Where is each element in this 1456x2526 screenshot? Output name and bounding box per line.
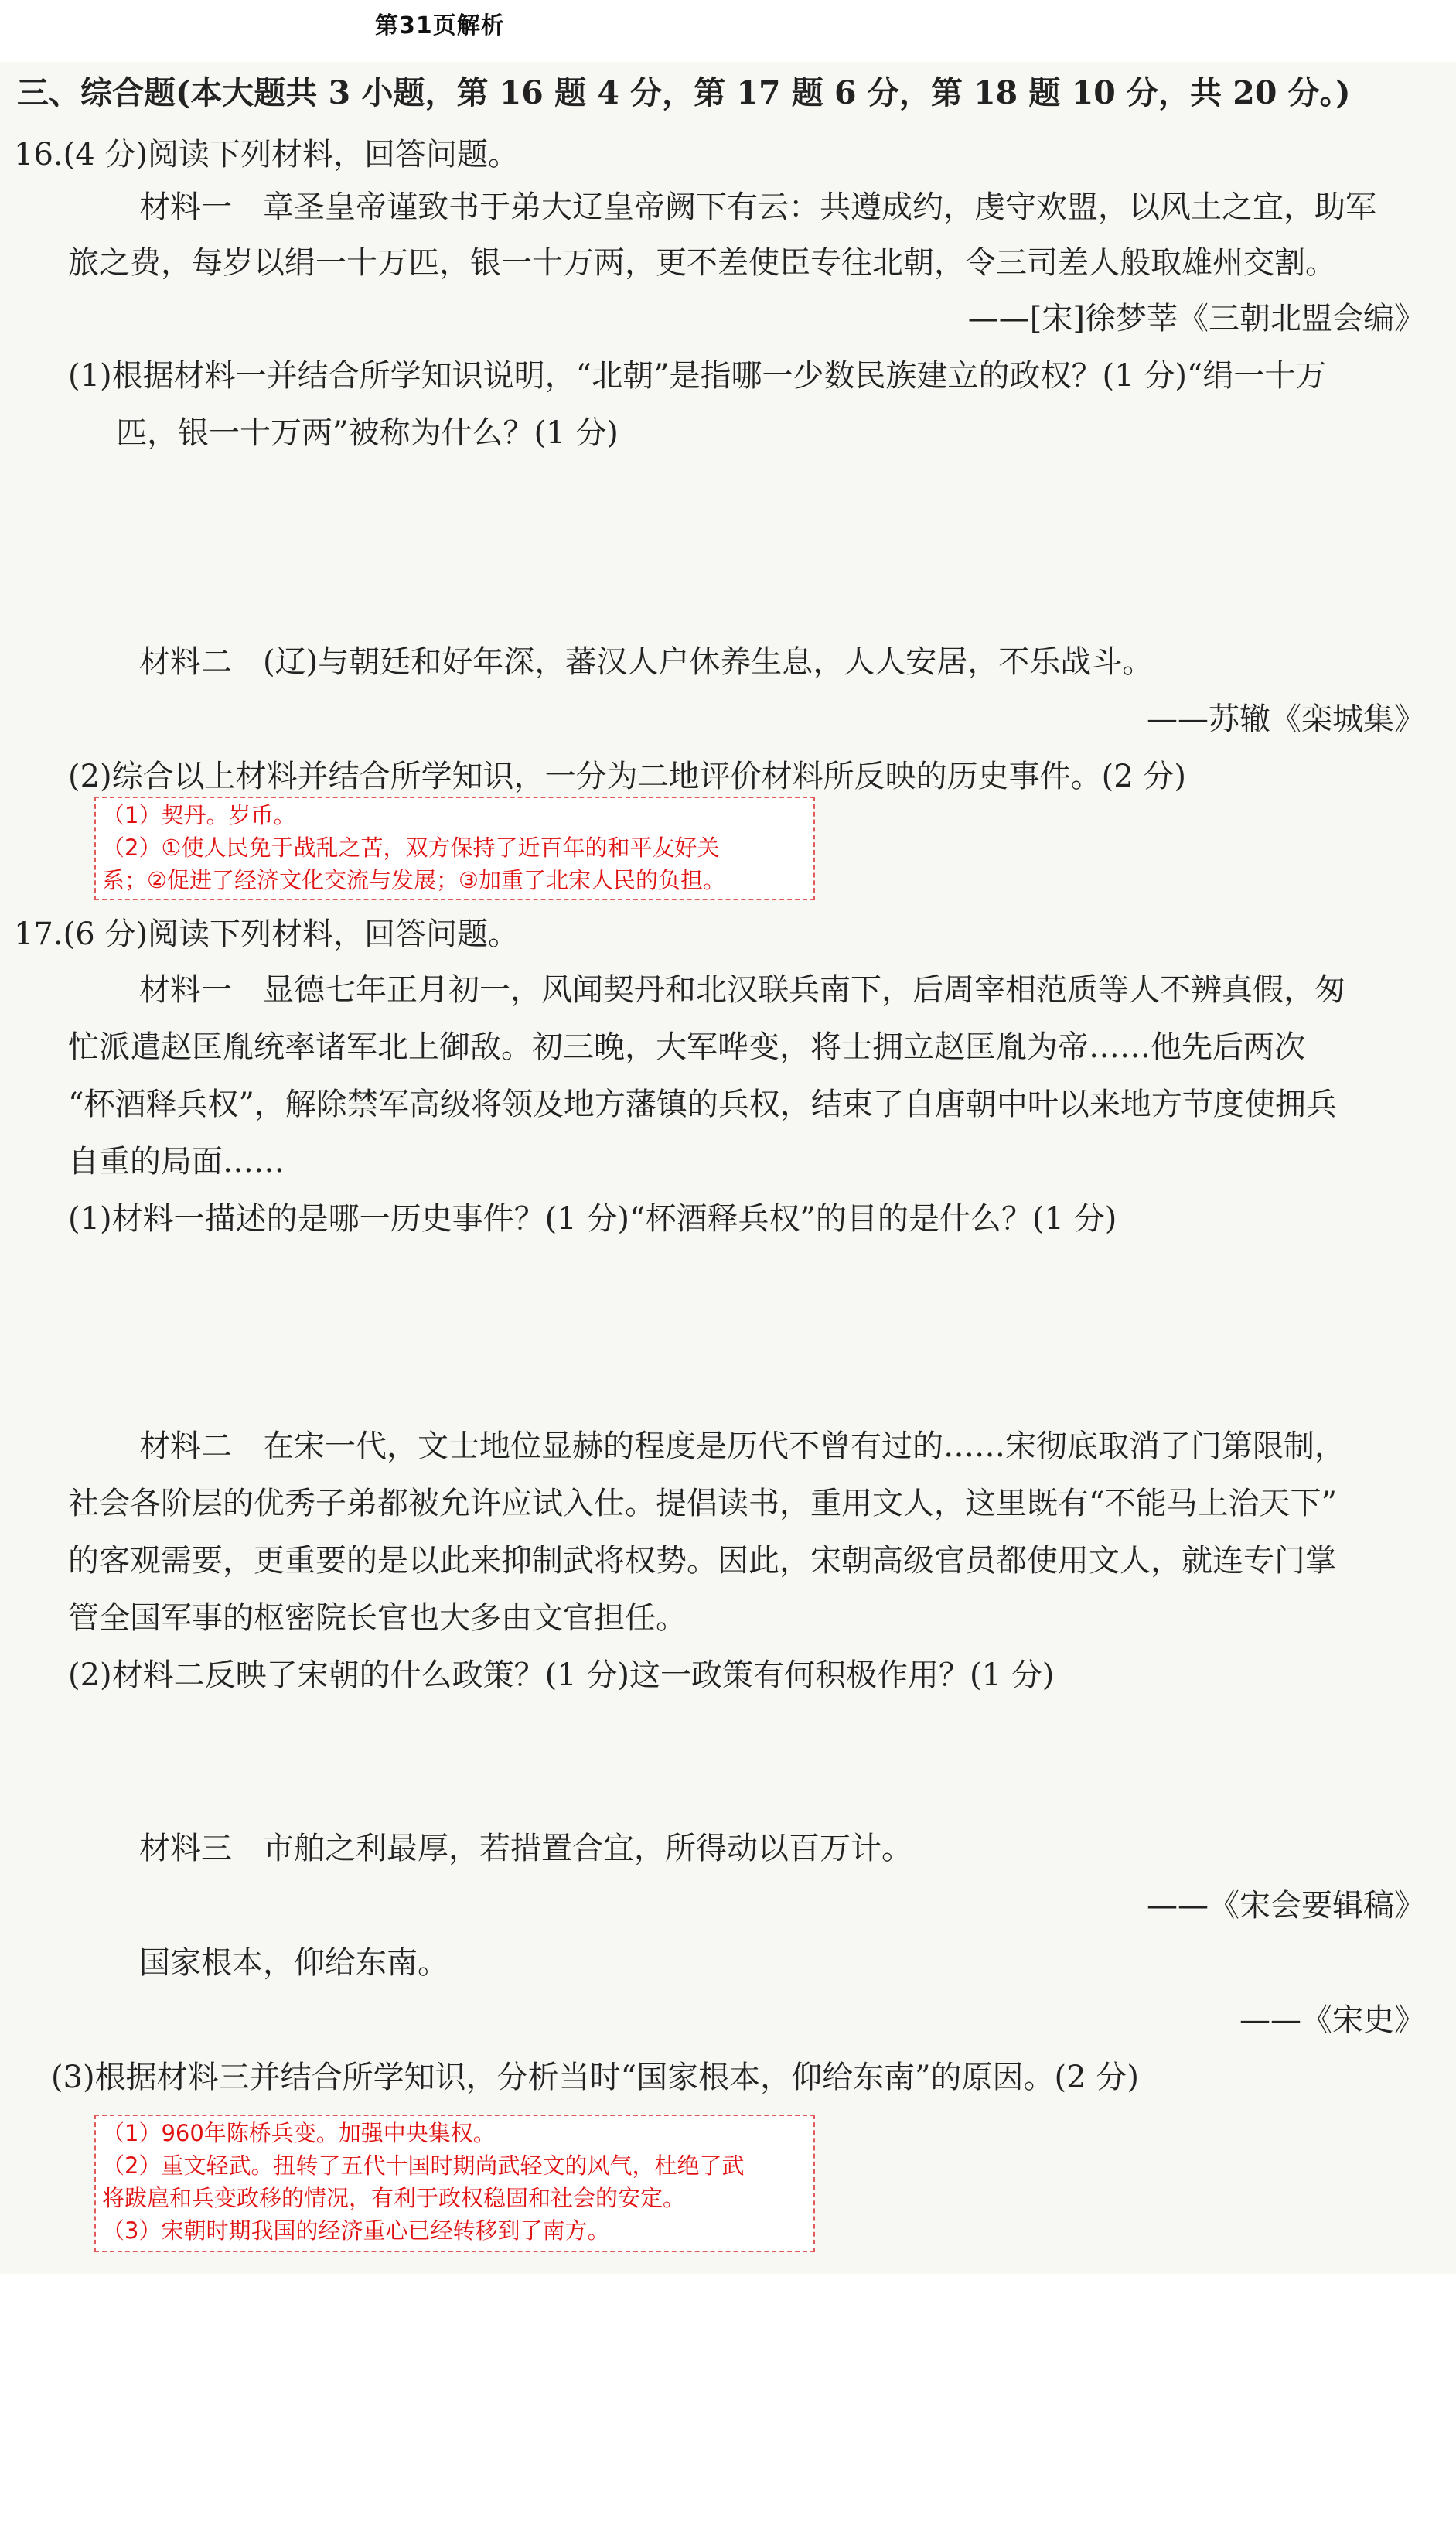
q17-material2-line: 的客观需要，更重要的是以此来抑制武将权势。因此，宋朝高级官员都使用文人，就连专门掌	[68, 1543, 1336, 1579]
q17-material1-line: 自重的局面……	[68, 1144, 285, 1179]
q17-material3-line2: 国家根本，仰给东南。	[139, 1945, 448, 1981]
q17-material1-line: 忙派遣赵匡胤统率诸军北上御敌。初三晚，大军哗变，将士拥立赵匡胤为帝……他先后两次	[68, 1029, 1305, 1065]
q16-material2: 材料二 (辽)与朝廷和好年深，蕃汉人户休养生息，人人安居，不乐战斗。	[139, 644, 1154, 680]
q16-material2-source: ——苏辙《栾城集》	[1147, 701, 1425, 737]
q16-subquestion1-line1: (1)根据材料一并结合所学知识说明，“北朝”是指哪一少数民族建立的政权？(1 分)“绢一十万	[68, 358, 1327, 394]
q16-answer-line: 系；②促进了经济文化交流与发展；③加重了北宋人民的负担。	[102, 867, 725, 893]
q17-answer-line: 将跋扈和兵变政移的情况，有利于政权稳固和社会的安定。	[102, 2185, 686, 2211]
q16-material1-line1: 材料一 章圣皇帝谨致书于弟大辽皇帝阙下有云：共遵成约，虔守欢盟，以风土之宜，助军	[139, 189, 1376, 225]
q16-material1-line2: 旅之费，每岁以绢一十万匹，银一十万两，更不差使臣专往北朝，令三司差人般取雄州交割。	[68, 245, 1336, 281]
q16-subquestion2: (2)综合以上材料并结合所学知识，一分为二地评价材料所反映的历史事件。(2 分)	[68, 759, 1187, 794]
q16-subquestion1-line2: 匹，银一十万两”被称为什么？(1 分)	[116, 415, 619, 451]
q17-material2-line: 管全国军事的枢密院长官也大多由文官担任。	[68, 1600, 687, 1636]
q17-material2-line: 社会各阶层的优秀子弟都被允许应试入仕。提倡读书，重用文人，这里既有“不能马上治天下”	[68, 1486, 1337, 1521]
q16-answer-line: （1）契丹。岁币。	[102, 802, 296, 828]
q16-answer-line: （2）①使人民免于战乱之苦，双方保持了近百年的和平友好关	[102, 835, 720, 861]
q17-material3-source2: ——《宋史》	[1239, 2002, 1425, 2038]
q17-subquestion2: (2)材料二反映了宋朝的什么政策？(1 分)这一政策有何积极作用？(1 分)	[68, 1657, 1055, 1693]
q17-subquestion1: (1)材料一描述的是哪一历史事件？(1 分)“杯酒释兵权”的目的是什么？(1 分)	[68, 1201, 1117, 1237]
page-header: 第31页解析	[375, 12, 505, 39]
q17-answer-line: （3）宋朝时期我国的经济重心已经转移到了南方。	[102, 2217, 610, 2244]
q17-material2-line: 材料二 在宋一代，文士地位显赫的程度是历代不曾有过的……宋彻底取消了门第限制，	[139, 1429, 1345, 1464]
q17-material1-line: “杯酒释兵权”，解除禁军高级将领及地方藩镇的兵权，结束了自唐朝中叶以来地方节度使拥兵	[68, 1087, 1337, 1122]
q17-stem: 17.(6 分)阅读下列材料，回答问题。	[14, 917, 519, 952]
section-title: 三、综合题(本大题共 3 小题，第 16 题 4 分，第 17 题 6 分，第 18 题 10 分，共 20 分。)	[17, 74, 1351, 111]
q16-stem: 16.(4 分)阅读下列材料，回答问题。	[14, 137, 519, 172]
q17-subquestion3: (3)根据材料三并结合所学知识，分析当时“国家根本，仰给东南”的原因。(2 分)	[51, 2060, 1139, 2095]
q17-material1-line: 材料一 显德七年正月初一，风闻契丹和北汉联兵南下，后周宰相范质等人不辨真假，匆	[139, 972, 1345, 1008]
q17-material3-line1: 材料三 市舶之利最厚，若措置合宜，所得动以百万计。	[139, 1831, 912, 1866]
q16-material1-source: ——[宋]徐梦莘《三朝北盟会编》	[967, 301, 1425, 336]
q17-answer-line: （2）重文轻武。扭转了五代十国时期尚武轻文的风气，杜绝了武	[102, 2152, 745, 2179]
q17-material3-source1: ——《宋会要辑稿》	[1147, 1888, 1425, 1924]
q17-answer-line: （1）960年陈桥兵变。加强中央集权。	[102, 2120, 496, 2146]
